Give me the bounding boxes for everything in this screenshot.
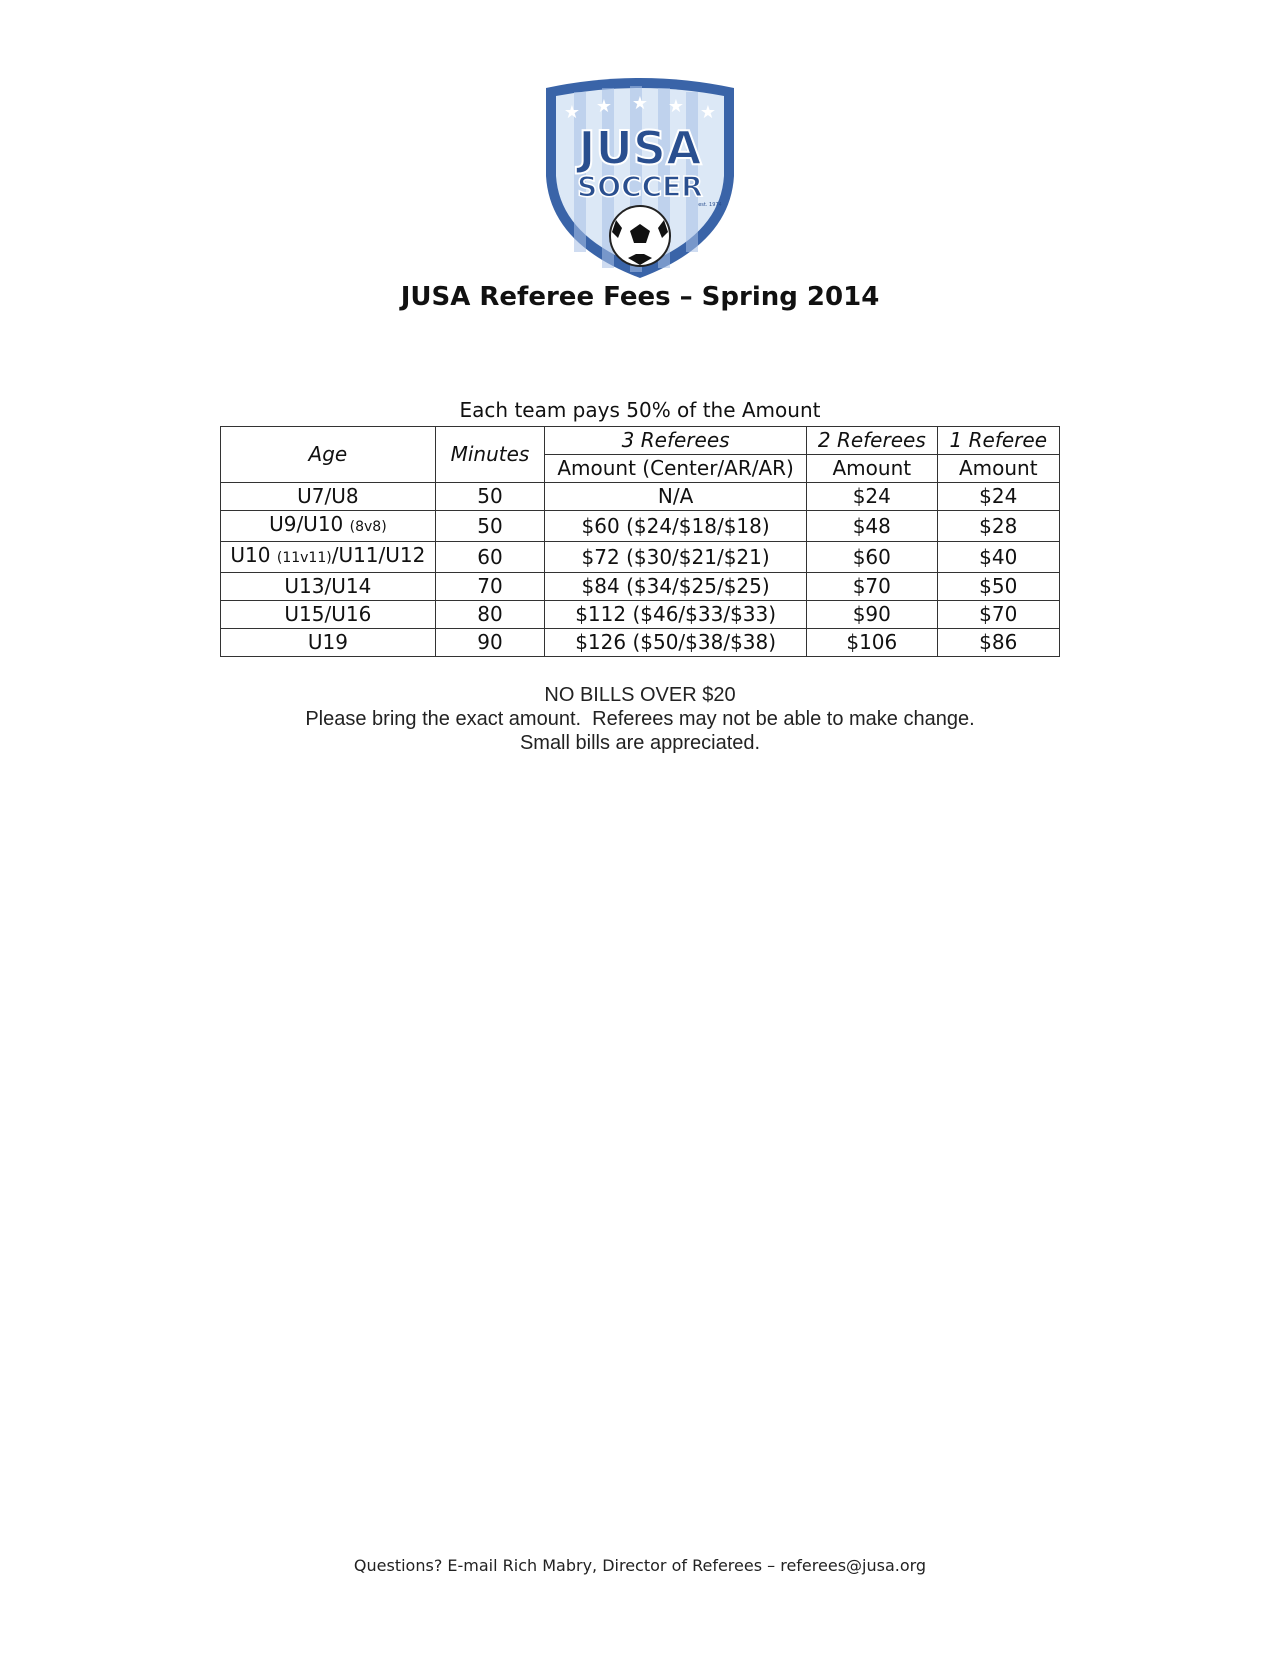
svg-text:★: ★ bbox=[563, 102, 581, 123]
table-row bbox=[221, 511, 1060, 542]
payment-notes bbox=[0, 683, 1280, 755]
logo-est-text: est. 1974 bbox=[698, 202, 722, 208]
referee-fees-table bbox=[220, 426, 1060, 657]
notes-line-small: Small bills are appreciated. bbox=[519, 732, 761, 754]
two-referees-cell: $48 bbox=[807, 511, 937, 542]
minutes-cell: 70 bbox=[435, 573, 544, 601]
three-referees-cell: $72 ($30/$21/$21) bbox=[545, 542, 807, 573]
three-referees-cell: $84 ($34/$25/$25) bbox=[545, 573, 807, 601]
minutes-cell: 80 bbox=[435, 601, 544, 629]
one-referee-cell: $70 bbox=[937, 601, 1059, 629]
one-referee-cell: $24 bbox=[937, 483, 1059, 511]
one-referee-cell: $50 bbox=[937, 573, 1059, 601]
header-2-referees: 2 Referees bbox=[807, 427, 937, 455]
age-cell: U15/U16 bbox=[221, 601, 436, 629]
age-note: (11v11) bbox=[276, 550, 332, 566]
logo-soccer-text: SOCCER bbox=[577, 170, 703, 203]
two-referees-cell: $24 bbox=[807, 483, 937, 511]
three-referees-cell: $126 ($50/$38/$38) bbox=[545, 629, 807, 657]
svg-text:★: ★ bbox=[667, 96, 685, 117]
table-header-row bbox=[221, 427, 1060, 455]
minutes-cell: 50 bbox=[435, 483, 544, 511]
minutes-cell: 60 bbox=[435, 542, 544, 573]
svg-text:★: ★ bbox=[699, 102, 717, 123]
notes-line-exact: Please bring the exact amount. Referees may not be able to make change. bbox=[305, 708, 975, 730]
two-referees-cell: $90 bbox=[807, 601, 937, 629]
three-referees-cell: N/A bbox=[545, 483, 807, 511]
age-note: (8v8) bbox=[349, 519, 387, 535]
minutes-cell: 50 bbox=[435, 511, 544, 542]
svg-text:★: ★ bbox=[595, 96, 613, 117]
svg-text:★: ★ bbox=[631, 93, 649, 114]
age-cell: U7/U8 bbox=[221, 483, 436, 511]
age-cell: U10 (11v11)/U11/U12 bbox=[221, 542, 436, 573]
age-cell: U9/U10 (8v8) bbox=[221, 511, 436, 542]
subheader-1-referee: Amount bbox=[937, 455, 1059, 483]
header-minutes: Minutes bbox=[435, 427, 544, 483]
table-row bbox=[221, 542, 1060, 573]
age-cell: U19 bbox=[221, 629, 436, 657]
one-referee-cell: $86 bbox=[937, 629, 1059, 657]
header-3-referees: 3 Referees bbox=[545, 427, 807, 455]
logo-jusa-text: JUSA bbox=[578, 121, 702, 175]
soccer-ball-icon bbox=[610, 206, 670, 266]
table-row bbox=[221, 629, 1060, 657]
two-referees-cell: $106 bbox=[807, 629, 937, 657]
table-caption: Each team pays 50% of the Amount bbox=[459, 398, 821, 422]
table-row bbox=[221, 483, 1060, 511]
table-row bbox=[221, 573, 1060, 601]
footer-contact: Questions? E-mail Rich Mabry, Director of Referees – referees@jusa.org bbox=[353, 1556, 927, 1575]
page-title: JUSA Referee Fees – Spring 2014 bbox=[400, 282, 880, 312]
age-cell: U13/U14 bbox=[221, 573, 436, 601]
two-referees-cell: $70 bbox=[807, 573, 937, 601]
one-referee-cell: $28 bbox=[937, 511, 1059, 542]
minutes-cell: 90 bbox=[435, 629, 544, 657]
three-referees-cell: $60 ($24/$18/$18) bbox=[545, 511, 807, 542]
subheader-3-referees: Amount (Center/AR/AR) bbox=[545, 455, 807, 483]
one-referee-cell: $40 bbox=[937, 542, 1059, 573]
three-referees-cell: $112 ($46/$33/$33) bbox=[545, 601, 807, 629]
jusa-soccer-logo bbox=[540, 74, 740, 280]
header-age: Age bbox=[221, 427, 436, 483]
header-1-referee: 1 Referee bbox=[937, 427, 1059, 455]
notes-line-bills: NO BILLS OVER $20 bbox=[544, 684, 736, 706]
subheader-2-referees: Amount bbox=[807, 455, 937, 483]
table-row bbox=[221, 601, 1060, 629]
two-referees-cell: $60 bbox=[807, 542, 937, 573]
